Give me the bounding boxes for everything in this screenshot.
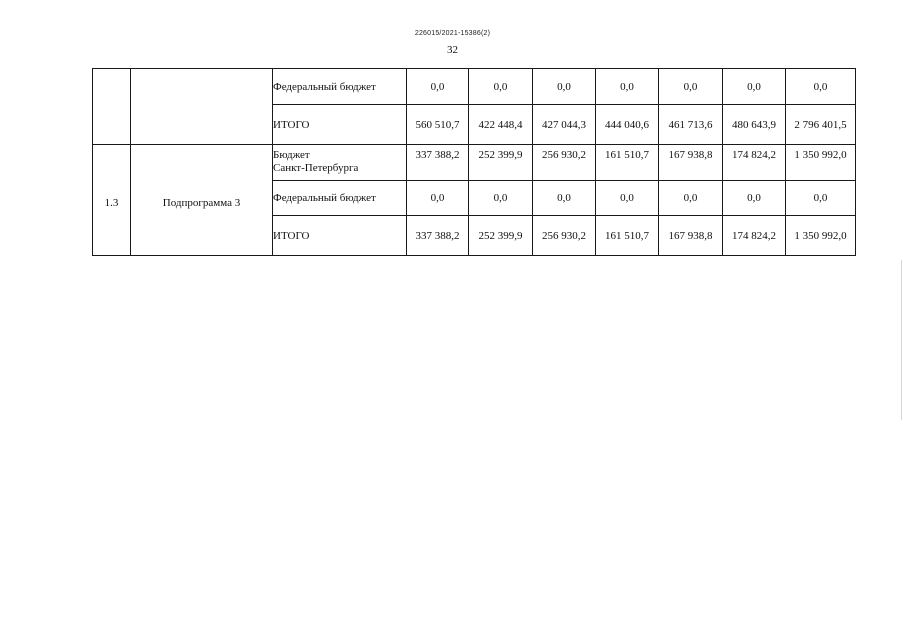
value-cell: 0,0 — [723, 69, 786, 105]
value-cell: 256 930,2 — [533, 145, 596, 181]
table-row — [93, 69, 856, 105]
scan-edge-shadow — [901, 260, 902, 420]
value-cell: 0,0 — [659, 181, 723, 216]
value-cell: 0,0 — [469, 181, 533, 216]
value-cell: 1 350 992,0 — [786, 145, 856, 181]
value-cell: 1 350 992,0 — [786, 216, 856, 256]
value-cell: 0,0 — [533, 69, 596, 105]
document-registration-number: 226015/2021-15386(2) — [414, 30, 491, 37]
value-cell: 0,0 — [469, 69, 533, 105]
value-cell: 480 643,9 — [723, 105, 786, 145]
value-cell: 256 930,2 — [533, 216, 596, 256]
value-cell: 0,0 — [786, 181, 856, 216]
funding-source-cell: Федеральный бюджет — [273, 181, 407, 216]
funding-source-cell: ИТОГО — [273, 105, 407, 145]
value-cell: 161 510,7 — [596, 145, 659, 181]
value-cell: 252 399,9 — [469, 145, 533, 181]
value-cell: 427 044,3 — [533, 105, 596, 145]
budget-table — [92, 68, 856, 256]
funding-source-cell: Федеральный бюджет — [273, 69, 407, 105]
page-number: 32 — [447, 44, 458, 56]
value-cell: 0,0 — [723, 181, 786, 216]
funding-source-cell — [273, 145, 407, 181]
value-cell: 252 399,9 — [469, 216, 533, 256]
value-cell: 0,0 — [533, 181, 596, 216]
value-cell: 161 510,7 — [596, 216, 659, 256]
program-name: Подпрограмма 3 — [162, 197, 241, 209]
value-cell: 0,0 — [596, 181, 659, 216]
funding-source-line: Бюджет — [273, 149, 310, 161]
row-index-cell — [93, 145, 131, 256]
program-name-cell — [131, 145, 273, 256]
value-cell: 174 824,2 — [723, 145, 786, 181]
value-cell: 167 938,8 — [659, 145, 723, 181]
value-cell: 444 040,6 — [596, 105, 659, 145]
value-cell: 174 824,2 — [723, 216, 786, 256]
funding-source-cell: ИТОГО — [273, 216, 407, 256]
value-cell: 337 388,2 — [407, 145, 469, 181]
index-cell-empty — [93, 69, 131, 145]
program-cell-empty — [131, 69, 273, 145]
value-cell: 422 448,4 — [469, 105, 533, 145]
value-cell: 0,0 — [659, 69, 723, 105]
funding-source-line: Санкт-Петербурга — [273, 162, 359, 174]
table-row — [93, 145, 856, 181]
value-cell: 0,0 — [786, 69, 856, 105]
value-cell: 337 388,2 — [407, 216, 469, 256]
row-index: 1.3 — [104, 197, 119, 209]
value-cell: 0,0 — [407, 181, 469, 216]
value-cell: 0,0 — [596, 69, 659, 105]
value-cell: 560 510,7 — [407, 105, 469, 145]
value-cell: 2 796 401,5 — [786, 105, 856, 145]
value-cell: 0,0 — [407, 69, 469, 105]
value-cell: 167 938,8 — [659, 216, 723, 256]
value-cell: 461 713,6 — [659, 105, 723, 145]
